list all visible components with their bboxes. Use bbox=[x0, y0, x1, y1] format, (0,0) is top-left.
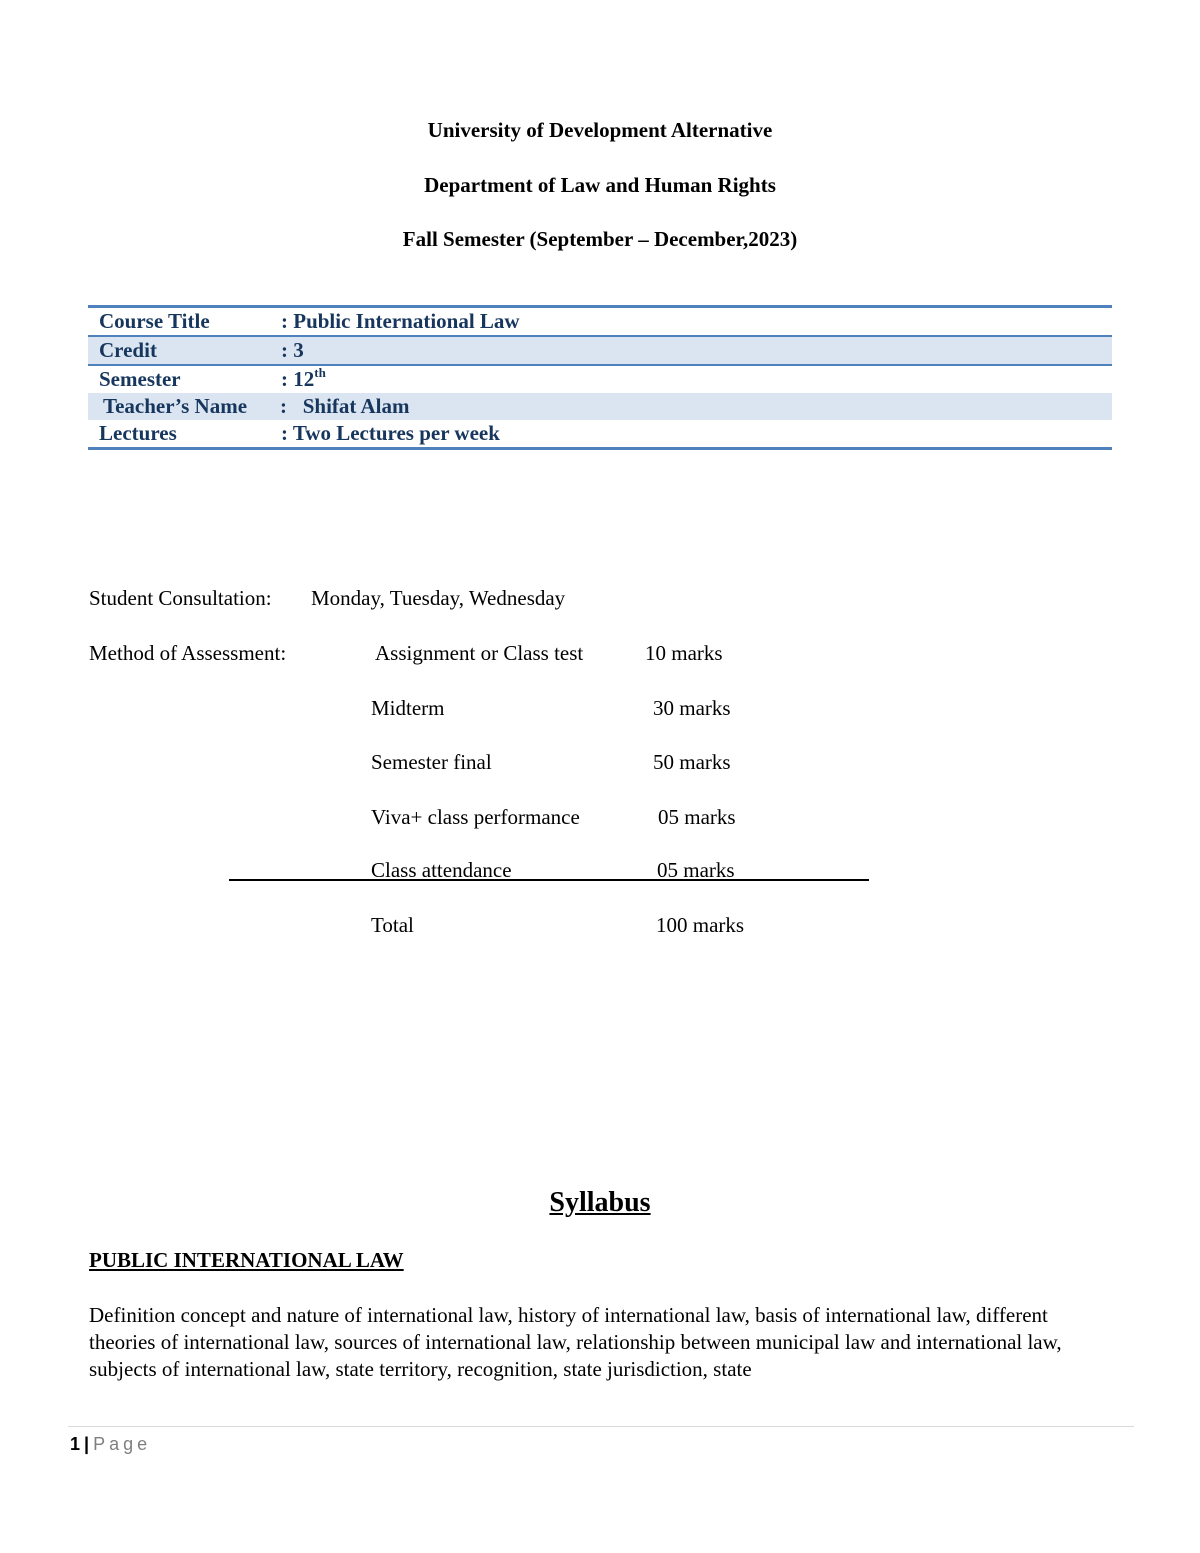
lectures-label: Lectures bbox=[99, 421, 177, 445]
department-name: Department of Law and Human Rights bbox=[424, 173, 776, 197]
assessment-item-name: Midterm bbox=[371, 696, 445, 720]
teacher-row bbox=[88, 393, 1112, 420]
assessment-item-marks: 30 marks bbox=[653, 696, 731, 720]
semester-row bbox=[88, 364, 1112, 393]
assessment-item-name: Assignment or Class test bbox=[375, 641, 584, 665]
assessment-item-marks: 50 marks bbox=[653, 750, 731, 774]
credit-row bbox=[88, 335, 1112, 364]
assessment-label: Method of Assessment: bbox=[89, 641, 287, 665]
semester-label: Semester bbox=[99, 367, 181, 391]
semester-heading: Fall Semester (September – December,2023) bbox=[402, 227, 798, 251]
assessment-item-marks: 10 marks bbox=[645, 641, 723, 665]
page-label: Page bbox=[93, 1434, 152, 1454]
assessment-item-name: Semester final bbox=[371, 750, 492, 774]
syllabus-paragraph: Definition concept and nature of international law, history of international law, basis of international law, different theories of international law, sources of international law, relationship between municipal law and international law, subjects of international law, state territory, recognition, state jurisdiction, state bbox=[89, 1303, 1062, 1381]
consultation-days: Monday, Tuesday, Wednesday bbox=[311, 586, 566, 610]
assessment-item-name: Viva+ class performance bbox=[371, 805, 580, 829]
semester-value: : 12 bbox=[281, 367, 315, 391]
syllabus-title: Syllabus bbox=[549, 1187, 651, 1218]
assessment-item-name: Class attendance bbox=[371, 858, 512, 882]
lectures-value: : Two Lectures per week bbox=[281, 421, 500, 445]
course-title-row bbox=[88, 308, 1112, 335]
course-info-table bbox=[88, 305, 1112, 450]
footer-divider bbox=[68, 1426, 1134, 1427]
page-footer bbox=[70, 1432, 151, 1456]
assessment-item-marks: 05 marks bbox=[657, 858, 735, 882]
credit-label: Credit bbox=[99, 338, 157, 362]
course-title-label: Course Title bbox=[99, 309, 210, 333]
lectures-row bbox=[88, 420, 1112, 447]
assessment-item-marks: 05 marks bbox=[658, 805, 736, 829]
teacher-label: Teacher’s Name bbox=[103, 394, 248, 418]
semester-value-wrap bbox=[281, 366, 326, 393]
university-name: University of Development Alternative bbox=[427, 118, 773, 142]
semester-suffix: th bbox=[314, 365, 326, 380]
assessment-total-name: Total bbox=[371, 913, 414, 937]
teacher-value: : Shifat Alam bbox=[280, 394, 410, 418]
assessment-total-marks: 100 marks bbox=[656, 913, 745, 937]
course-title-value: : Public International Law bbox=[281, 309, 520, 333]
total-divider bbox=[229, 879, 869, 881]
footer-separator: | bbox=[84, 1434, 90, 1454]
section-title: PUBLIC INTERNATIONAL LAW bbox=[89, 1248, 404, 1272]
consultation-label: Student Consultation: bbox=[89, 586, 272, 610]
credit-value: : 3 bbox=[281, 338, 304, 362]
page-number: 1 bbox=[70, 1434, 81, 1454]
